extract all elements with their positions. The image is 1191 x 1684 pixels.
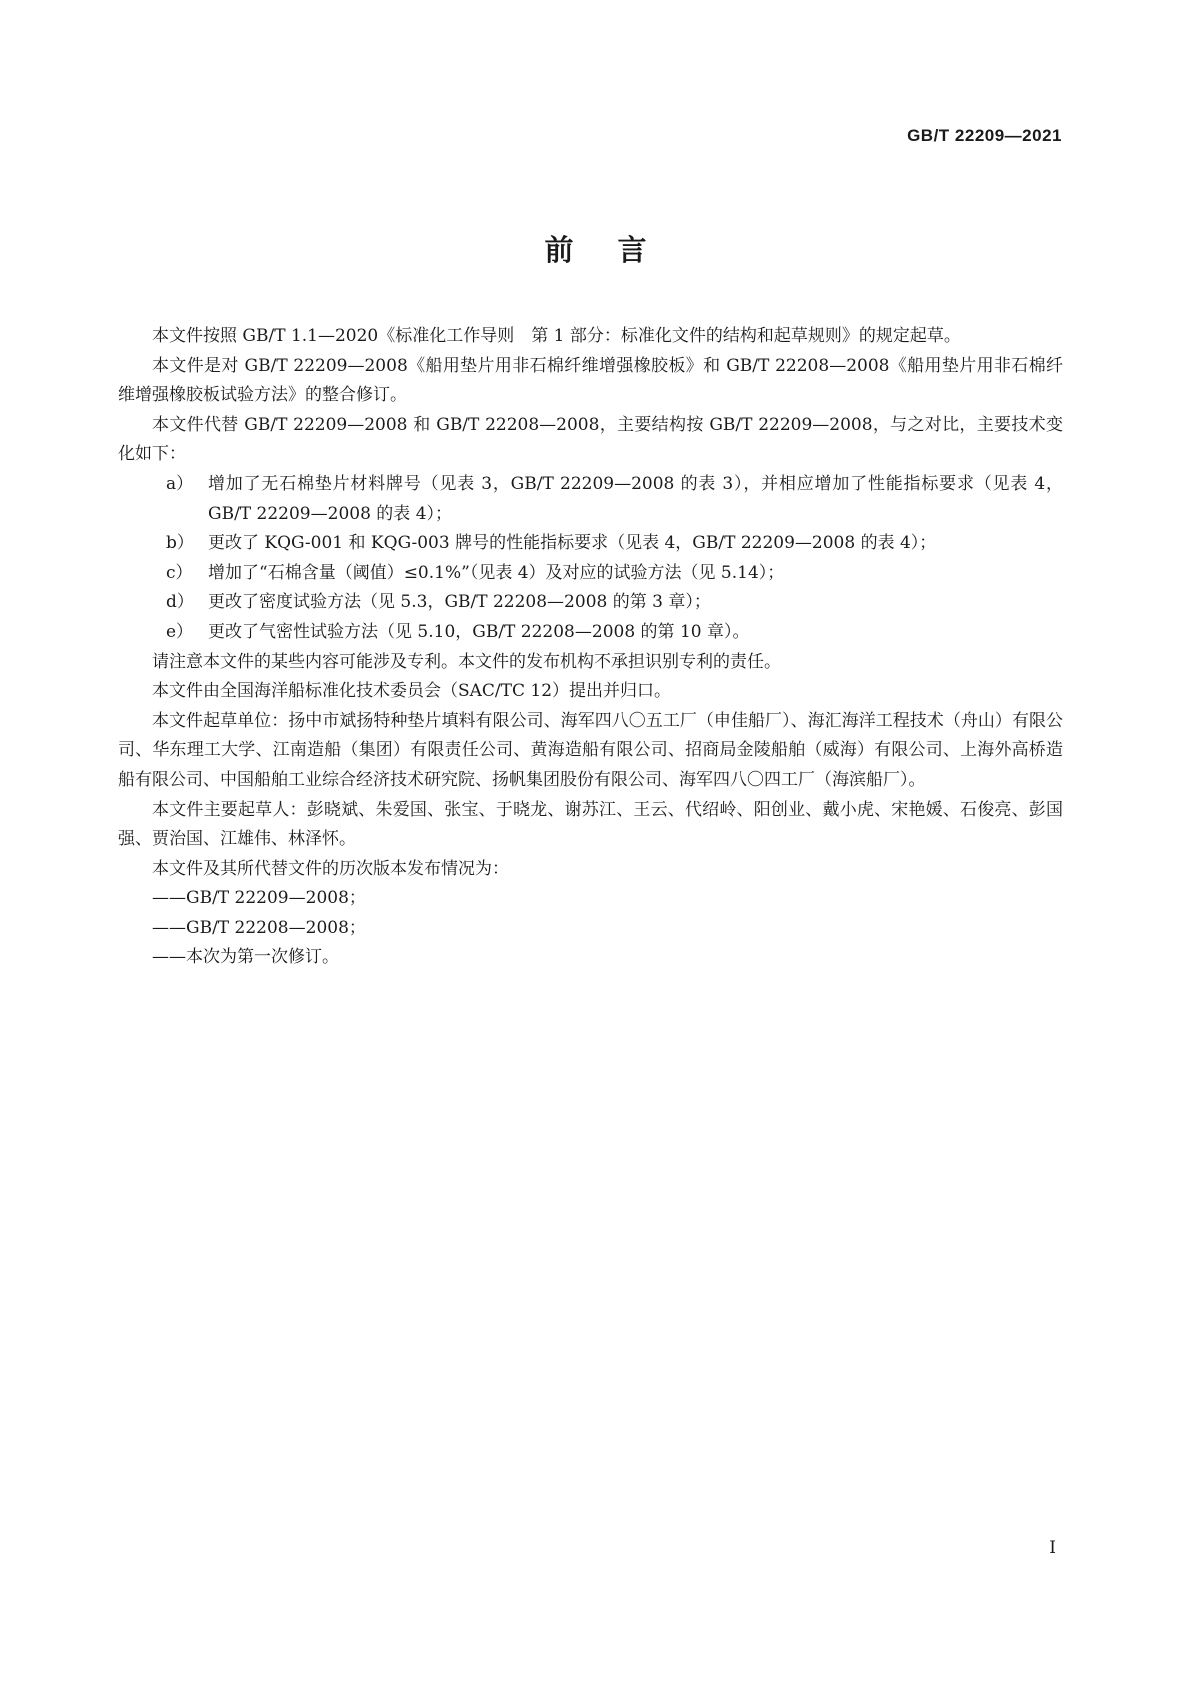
change-text: 增加了无石棉垫片材料牌号（见表 3，GB/T 22209—2008 的表 3），并相应增加了性能指标要求（见表 4，GB/T 22209—2008 的表 4）； bbox=[208, 473, 1063, 524]
paragraph-drafting-units: 本文件起草单位：扬中市斌扬特种垫片填料有限公司、海军四八〇五工厂（申佳船厂）、海汇海洋工程技术（舟山）有限公司、华东理工大学、江南造船（集团）有限责任公司、黄海造船有限公司、招商局金陵船舶（威海）有限公司、上海外高桥造船有限公司、中国船舶工业综合经济技术研究院、扬帆集团股份有限公司、海军四八〇四工厂（海滨船厂）。 bbox=[118, 710, 1063, 790]
paragraph-drafters: 本文件主要起草人：彭晓斌、朱爱国、张宝、于晓龙、谢苏江、王云、代绍岭、阳创业、戴小虎、宋艳媛、石俊亮、彭国强、贾治国、江雄伟、林泽怀。 bbox=[118, 799, 1063, 850]
history-item: ——GB/T 22209—2008； bbox=[152, 888, 366, 909]
change-item-e bbox=[118, 618, 1063, 648]
change-item-c bbox=[118, 559, 1063, 589]
change-marker: e） bbox=[166, 621, 194, 642]
page-title: 前言 bbox=[544, 233, 691, 267]
change-item-d bbox=[118, 588, 1063, 618]
history-item: ——GB/T 22208—2008； bbox=[152, 917, 366, 938]
change-marker: c） bbox=[166, 562, 193, 583]
paragraph-history-intro: 本文件及其所代替文件的历次版本发布情况为： bbox=[152, 858, 509, 879]
paragraph-drafting-rules: 本文件按照 GB/T 1.1—2020《标准化工作导则 第 1 部分：标准化文件的结构和起草规则》的规定起草。 bbox=[152, 326, 961, 346]
paragraph-revision-scope: 本文件是对 GB/T 22209—2008《船用垫片用非石棉纤维增强橡胶板》和 GB/T 22208—2008《船用垫片用非石棉纤维增强橡胶板试验方法》的整合修订。 bbox=[118, 355, 1063, 406]
change-marker: a） bbox=[166, 473, 194, 494]
change-marker: b） bbox=[166, 533, 194, 554]
change-item-b bbox=[118, 529, 1063, 559]
change-text: 更改了 KQG-001 和 KQG-003 牌号的性能指标要求（见表 4，GB/T 22209—2008 的表 4）； bbox=[208, 533, 937, 554]
change-text: 更改了密度试验方法（见 5.3，GB/T 22208—2008 的第 3 章）； bbox=[208, 592, 711, 613]
history-item: ——本次为第一次修订。 bbox=[152, 947, 339, 968]
change-marker: d） bbox=[166, 592, 194, 613]
standard-code: GB/T 22209—2021 bbox=[907, 126, 1062, 145]
paragraph-patent-notice: 请注意本文件的某些内容可能涉及专利。本文件的发布机构不承担识别专利的责任。 bbox=[152, 651, 781, 672]
change-item-a bbox=[118, 470, 1063, 529]
preface-body bbox=[118, 322, 1063, 973]
page-number: I bbox=[1049, 1538, 1056, 1558]
change-text: 增加了“石棉含量（阈值）≤0.1%”（见表 4）及对应的试验方法（见 5.14）； bbox=[208, 562, 785, 583]
change-text: 更改了气密性试验方法（见 5.10，GB/T 22208—2008 的第 10 章）。 bbox=[208, 621, 750, 642]
paragraph-proposer: 本文件由全国海洋船标准化技术委员会（SAC/TC 12）提出并归口。 bbox=[152, 681, 672, 702]
paragraph-replacement: 本文件代替 GB/T 22209—2008 和 GB/T 22208—2008，主要结构按 GB/T 22209—2008，与之对比，主要技术变化如下： bbox=[118, 414, 1063, 465]
